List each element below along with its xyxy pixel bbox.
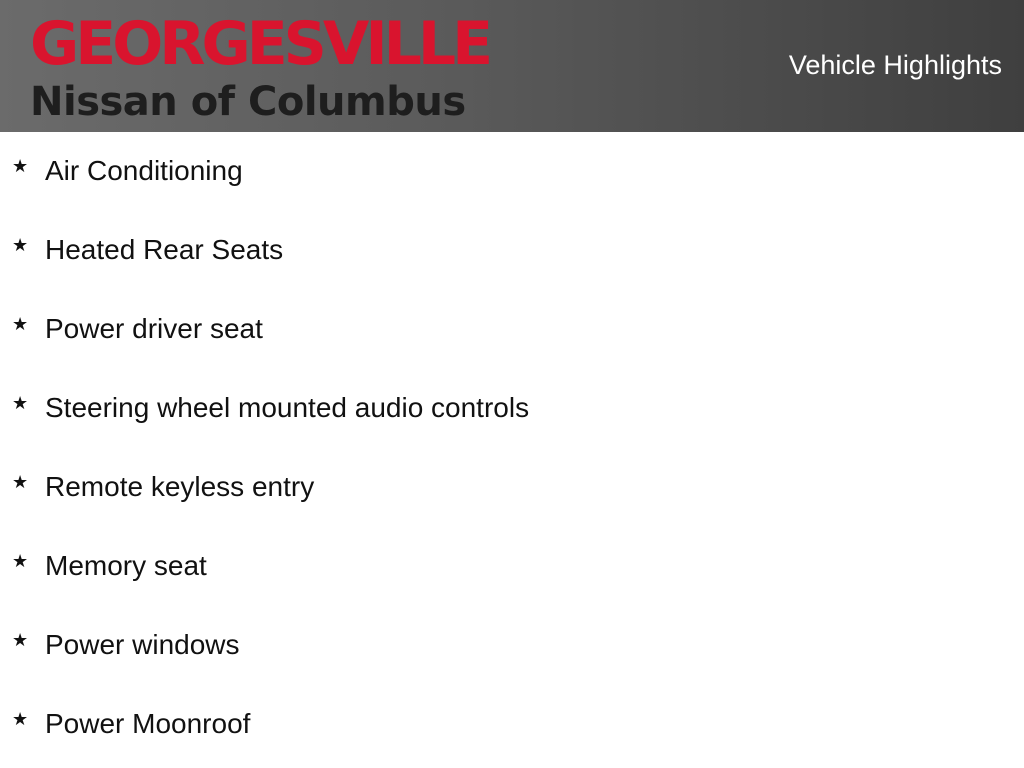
feature-label: Power driver seat <box>45 313 263 344</box>
star-icon: ★ <box>12 314 29 335</box>
page-title: Vehicle Highlights <box>788 50 1002 80</box>
feature-label: Power Moonroof <box>45 708 251 739</box>
logo-dealer-subtitle: Nissan of Columbus <box>30 79 466 125</box>
feature-label: Power windows <box>45 629 240 660</box>
list-item <box>0 685 1024 764</box>
list-item <box>0 369 1024 448</box>
star-icon: ★ <box>12 551 29 572</box>
feature-label: Heated Rear Seats <box>45 234 284 265</box>
star-icon: ★ <box>12 235 29 256</box>
list-item <box>0 211 1024 290</box>
feature-label: Remote keyless entry <box>45 471 315 502</box>
feature-label: Air Conditioning <box>45 155 243 186</box>
list-item <box>0 132 1024 211</box>
star-icon: ★ <box>12 472 29 493</box>
feature-label: Steering wheel mounted audio controls <box>45 392 530 423</box>
list-item <box>0 448 1024 527</box>
dealer-logo <box>30 9 575 125</box>
feature-label: Memory seat <box>45 550 207 581</box>
list-item <box>0 290 1024 369</box>
star-icon: ★ <box>12 630 29 651</box>
logo-dealer-name: GEORGESVILLE <box>30 9 490 79</box>
star-icon: ★ <box>12 709 29 730</box>
star-icon: ★ <box>12 393 29 414</box>
star-icon: ★ <box>12 156 29 177</box>
list-item <box>0 527 1024 606</box>
header-banner <box>0 0 1024 132</box>
feature-list <box>0 132 1024 764</box>
list-item <box>0 606 1024 685</box>
